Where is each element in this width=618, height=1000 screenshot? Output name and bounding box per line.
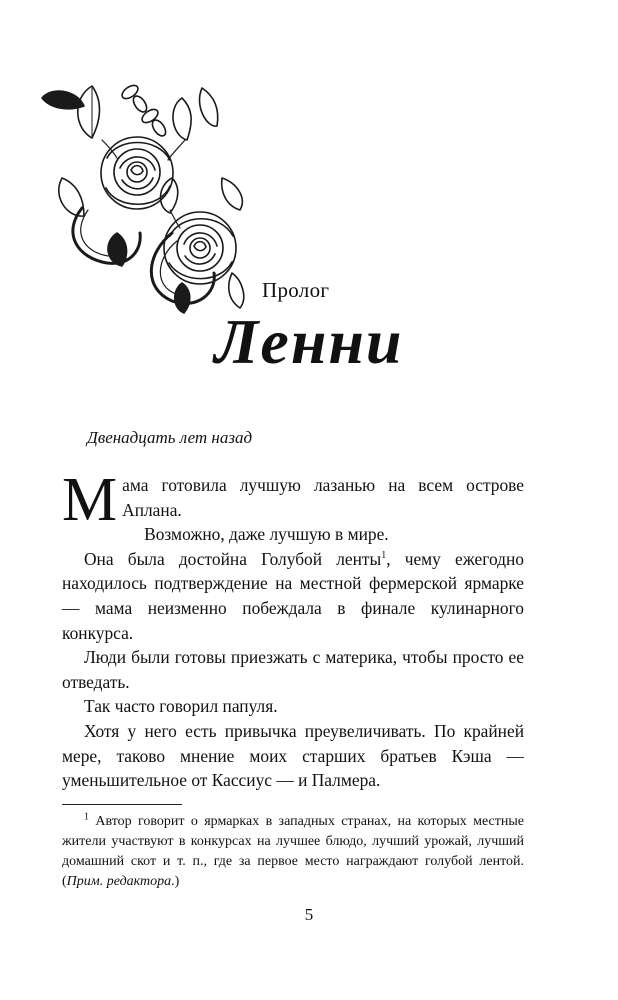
footnote-marker: 1: [84, 811, 89, 823]
footnote-italic: Прим. редактора: [66, 874, 172, 889]
footnote: [62, 812, 524, 892]
paragraph: Так часто говорил папуля.: [84, 696, 278, 717]
body-text: [62, 466, 524, 793]
paragraph-text: ама готовила лучшую лазанью на всем острове Аплана.: [122, 475, 524, 520]
footnote-divider: [62, 804, 182, 805]
page-number: 5: [304, 905, 314, 924]
footnote-text: Автор говорит о ярмарках в западных странах, на которых местные жители участвуют в конкурсах на лучшее блюдо, лучший урожай, лучший домашний скот и т. п., где за первое место награждают голубой лентой. (: [62, 814, 524, 889]
paragraph-text: Она была достойна Голубой ленты: [84, 548, 382, 569]
paragraph: [62, 466, 524, 534]
paragraph: Возможно, даже лучшую в мире.: [144, 524, 389, 545]
paragraph: Хотя у него есть привычка преувеличивать. По крайней мере, таково мнение моих старших братьев Кэша — уменьшительное от Кассиус — и Палмера.: [62, 720, 524, 791]
paragraph-text: , чему ежегодно находилось подтверждение на местной фермерской ярмарке — мама неизменно побеждала в финале кулинарного конкурса.: [62, 548, 524, 643]
time-note: Двенадцать лет назад: [87, 428, 253, 447]
footnote-ref: 1: [381, 549, 387, 561]
paragraph: Люди были готовы приезжать с материка, чтобы просто ее отведать.: [62, 647, 524, 692]
paragraph: [62, 547, 524, 645]
chapter-label: Пролог: [262, 278, 330, 302]
chapter-title: Ленни: [214, 306, 404, 377]
footnote-tail: .): [171, 874, 180, 889]
drop-cap: М: [62, 466, 118, 534]
roses-and-chain-icon: [22, 58, 252, 318]
